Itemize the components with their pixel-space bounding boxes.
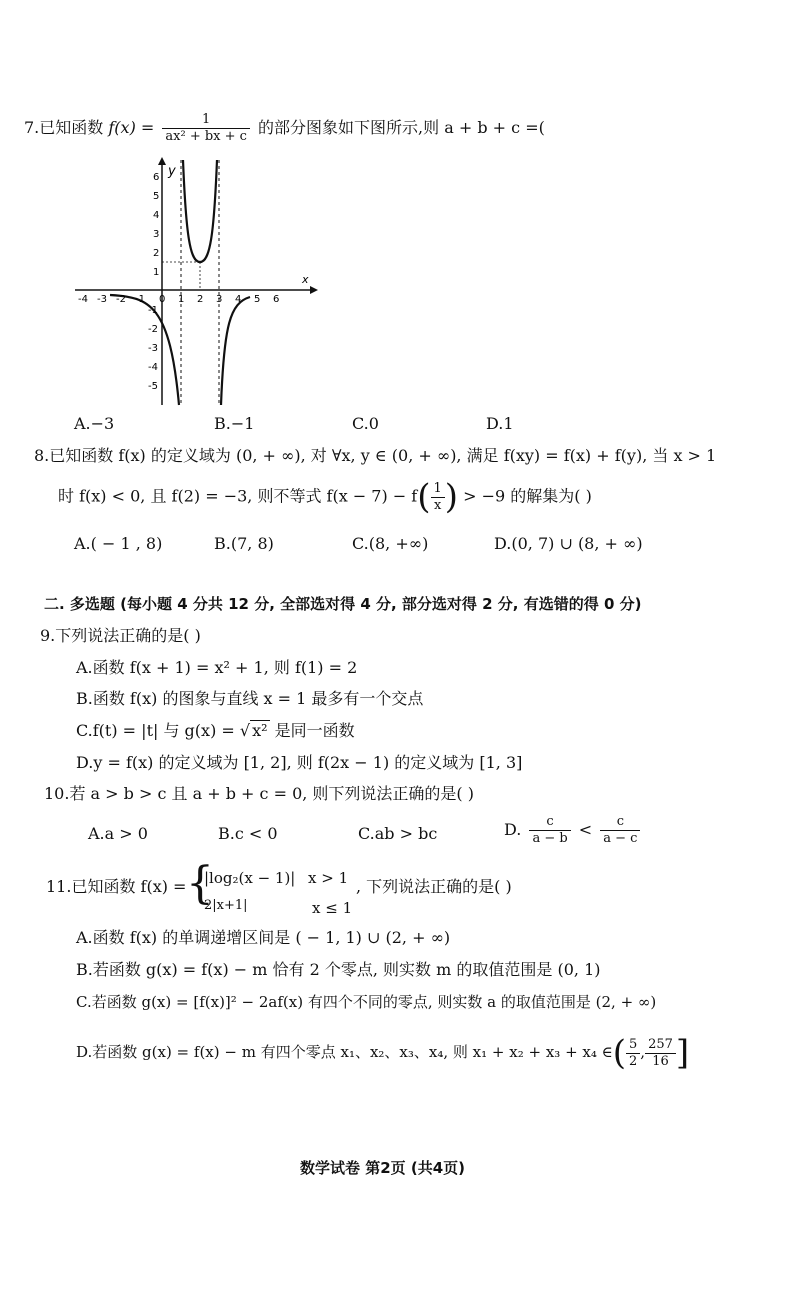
q11-d-frac1 [626, 1037, 640, 1070]
q11-d-text: D.若函数 g(x) = f(x) − m 有四个零点 x₁、x₂、x₃、x₄, 则 x₁ + x₂ + x₃ + x₄ ∈ [76, 1043, 613, 1061]
q10-d-frac1 [529, 814, 570, 847]
y-axis-label: y [168, 164, 176, 179]
q11-option-d[interactable]: D.若函数 g(x) = f(x) − m 有四个零点 x₁、x₂、x₃、x₄, 则 x₁ + x₂ + x₃ + x₄ ∈( $\frac{5}{2}$ , $\frac{257}{16}$ ] [76, 1033, 690, 1073]
q7-graph [70, 155, 320, 410]
q8-option-a[interactable]: A.( − 1 , 8) [74, 534, 163, 553]
y-axis-arrow-icon [158, 157, 166, 165]
x-tick-label: 5 [254, 294, 261, 305]
q10-option-b[interactable]: B.c < 0 [218, 824, 278, 843]
x-tick-label: 6 [273, 294, 280, 305]
q8-paren-open: ( [417, 477, 431, 517]
q7-option-b[interactable]: B.−1 [214, 414, 255, 433]
q8-paren-close: ) [444, 477, 459, 517]
q10-option-d[interactable] [504, 814, 643, 847]
q9-c-sqrt: x² [252, 721, 268, 740]
q11-d-f1-den: 2 [629, 1053, 638, 1069]
y-tick-label: 6 [153, 172, 160, 183]
q8-frac-den: x [433, 497, 442, 513]
curve-left [110, 295, 179, 405]
x-axis-label: x [302, 273, 309, 286]
x-tick-label: -2 [116, 294, 126, 305]
q8-stem-line2 [58, 477, 592, 517]
x-tick-label: 2 [197, 294, 204, 305]
q11-suffix: , 下列说法正确的是( ) [356, 877, 512, 896]
page-footer: 数学试卷 第2页 (共4页) [300, 1159, 466, 1177]
y-tick-label: -4 [148, 362, 158, 373]
x-tick-label: -1 [135, 294, 145, 305]
q11-option-a[interactable]: A.函数 f(x) 的单调递增区间是 ( − 1, 1) ∪ (2, + ∞) [76, 928, 451, 947]
q7-stem [24, 112, 545, 145]
q11-case2-expr: 2|x+1| [204, 898, 248, 913]
q8-stem-line1: 8.已知函数 f(x) 的定义域为 (0, + ∞), 对 ∀x, y ∈ (0, + ∞), 满足 f(xy) = f(x) + f(y), 当 x > 1 [34, 446, 717, 465]
q8-frac-num: 1 [431, 481, 445, 498]
q9-option-a[interactable]: A.函数 f(x + 1) = x² + 1, 则 f(1) = 2 [76, 658, 358, 677]
x-tick-label: 0 [159, 294, 166, 305]
q7-option-a[interactable]: A.−3 [74, 414, 115, 433]
x-tick-label: -4 [78, 294, 88, 305]
q7-frac-den: ax² + bx + c [165, 129, 247, 144]
x-tick-labels [78, 294, 279, 305]
y-tick-label: -2 [148, 324, 158, 335]
q10-d-f1-den: a − b [532, 831, 568, 846]
q11-d-paren-close: ] [675, 1033, 690, 1073]
y-tick-label: 1 [153, 267, 160, 278]
q9-stem: 9.下列说法正确的是( ) [40, 626, 201, 645]
q11-option-b[interactable]: B.若函数 g(x) = f(x) − m 恰有 2 个零点, 则实数 m 的取值范围是 (0, 1) [76, 960, 601, 979]
q8-option-b[interactable]: B.(7, 8) [214, 534, 274, 553]
x-axis-arrow-icon [310, 286, 318, 294]
curve-middle [183, 160, 217, 262]
y-tick-labels [148, 172, 159, 392]
q7-suffix: 的部分图象如下图所示,则 a + b + c =( [258, 118, 545, 137]
q8-line2-b: > −9 的解集为( ) [463, 486, 592, 506]
q9-option-b[interactable]: B.函数 f(x) 的图象与直线 x = 1 最多有一个交点 [76, 689, 424, 708]
q11-case1-cond: x > 1 [308, 869, 349, 887]
q8-line2-a: 时 f(x) < 0, 且 f(2) = −3, 则不等式 f(x − 7) − f [58, 486, 418, 506]
x-tick-label: 1 [178, 294, 185, 305]
q11-d-f2-den: 16 [652, 1053, 669, 1069]
q7-fraction [162, 112, 250, 145]
q11-d-paren-open: ( [612, 1033, 627, 1073]
q7-option-d[interactable]: D.1 [486, 414, 514, 433]
q9-option-c[interactable]: C.f(t) = |t| 与 g(x) = √ x² 是同一函数 [76, 721, 355, 740]
q10-stem: 10.若 a > b > c 且 a + b + c = 0, 则下列说法正确的是( ) [44, 784, 475, 803]
q7-fx: f(x) = [108, 118, 155, 137]
q8-fraction [431, 481, 445, 514]
x-tick-label: -3 [97, 294, 107, 305]
q11-d-f2-num: 257 [645, 1037, 676, 1054]
q10-d-frac2 [600, 814, 640, 847]
y-tick-label: 2 [153, 248, 160, 259]
q9-c-b: 是同一函数 [269, 721, 355, 740]
y-tick-label: -1 [148, 305, 158, 316]
q9-option-d[interactable]: D.y = f(x) 的定义域为 [1, 2], 则 f(2x − 1) 的定义域为 [1, 3] [76, 753, 523, 772]
x-tick-label: 4 [235, 294, 242, 305]
q10-d-label: D. [504, 820, 522, 839]
y-tick-label: 3 [153, 229, 160, 240]
section2-heading: 二. 多选题 (每小题 4 分共 12 分, 全部选对得 4 分, 部分选对得 2 分, 有选错的得 0 分) [44, 595, 642, 613]
q8-option-c[interactable]: C.(8, +∞) [352, 534, 429, 553]
q10-d-lt: < [578, 820, 593, 839]
q11-brace: { [186, 858, 214, 909]
q11-option-c[interactable]: C.若函数 g(x) = [f(x)]² − 2af(x) 有四个不同的零点, 则实数 a 的取值范围是 (2, + ∞) [76, 993, 657, 1011]
x-tick-label: 3 [216, 294, 223, 305]
q11-prefix: 11.已知函数 f(x) = [46, 877, 187, 896]
y-tick-label: -5 [148, 381, 158, 392]
q10-option-a[interactable]: A.a > 0 [88, 824, 148, 843]
q10-d-f2-num: c [600, 814, 640, 831]
curve-right [221, 297, 250, 405]
q10-option-c[interactable]: C.ab > bc [358, 824, 438, 843]
q10-d-f1-num: c [529, 814, 570, 831]
q7-option-c[interactable]: C.0 [352, 414, 379, 433]
q7-prefix: 7.已知函数 [24, 118, 104, 137]
q8-option-d[interactable]: D.(0, 7) ∪ (8, + ∞) [494, 534, 643, 553]
q11-case1-expr: |log₂(x − 1)| [204, 869, 296, 887]
q9-c-a: C.f(t) = |t| 与 g(x) = [76, 721, 240, 740]
q11-d-f1-num: 5 [626, 1037, 640, 1054]
q10-d-f2-den: a − c [603, 831, 638, 846]
y-tick-label: 4 [153, 210, 160, 221]
y-tick-label: 5 [153, 191, 160, 202]
q7-frac-num: 1 [162, 112, 250, 129]
q11-d-frac2 [645, 1037, 676, 1070]
y-tick-label: -3 [148, 343, 158, 354]
q11-case2-cond: x ≤ 1 [312, 899, 353, 917]
